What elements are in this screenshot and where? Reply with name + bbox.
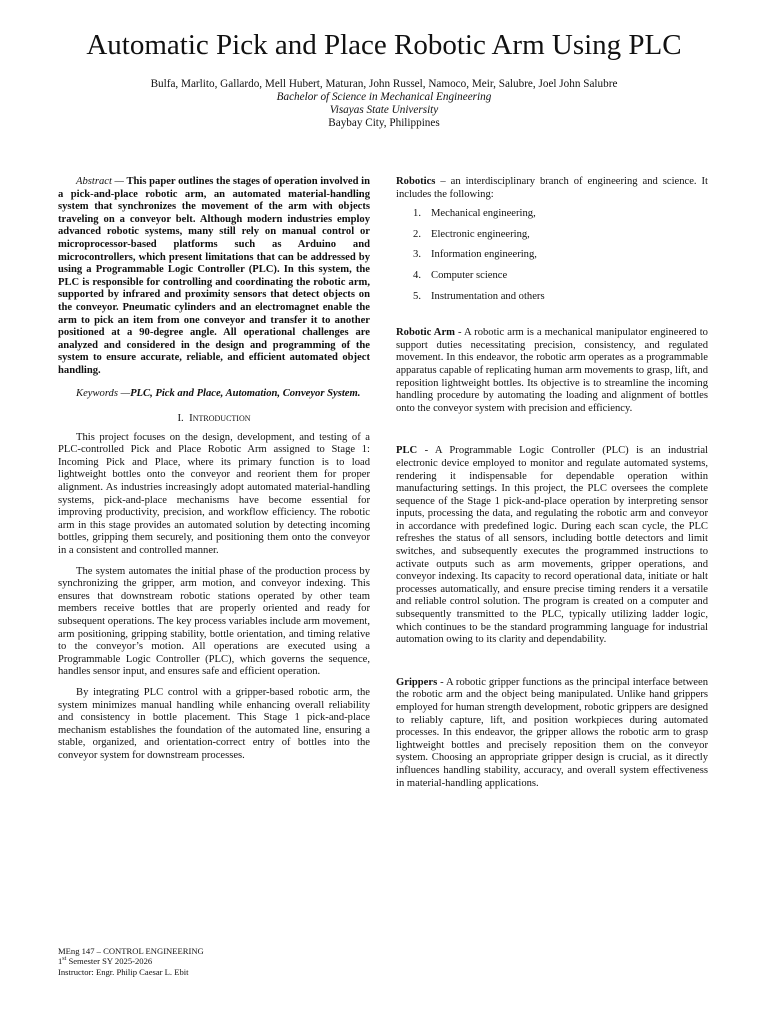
robotic-arm-term: Robotic Arm	[396, 327, 455, 339]
robotic-arm-text: - A robotic arm is a mechanical manipulator engineered to support duties necessitating precision, consistency, and regulated movement. In this endeavor, the robotic arm operates as a programmable apparatus capable of replicating human arm movements to grasp, lift, and reposition lightweight bottles. Its objective is to streamline the incoming handling procedure by automating the loading and alignment of bottles onto the conveyor system with precision and efficiency.	[396, 327, 708, 414]
list-item	[396, 291, 708, 304]
intro-paragraph-3: By integrating PLC control with a gripper-based robotic arm, the system minimizes manual handling while enhancing overall reliability and consistency in bottle placement. This Stage 1 pick-and-place mechanism establishes the foundation of the automated line, ensuring a stable, organized, and orientation-correct entry of bottles into the conveyor system for downstream processes.	[58, 686, 370, 761]
list-number: 4.	[413, 269, 421, 281]
robotic-arm-definition	[396, 327, 708, 415]
plc-text: - A Programmable Logic Controller (PLC) is an industrial electronic device employed to monitor and regulate automated systems, rendering it indispensable for dependable operation within manufacturing settings. In this project, the PLC oversees the complete sequence of the Stage 1 pick-and-place operation by interpreting sensor inputs, processing the data, and regulating the robotic arm and conveyor in accordance with predefined logic. During each scan cycle, the PLC refreshes the status of all sensors, including bottle detectors and limit switches, and subsequently executes the programmed instructions to activate outputs such as arm movements, gripper operations, and conveyor indexing. Its capacity to record operational data, initiate or halt processes automatically, and ensure precise timing renders it a versatile and reliable control solution. The program is created on a computer and subsequently transmitted to the PLC, typically utilizing ladder logic, which continues to be the standard programming language for industrial automation owing to its clarity and dependability.	[396, 445, 708, 646]
left-column	[58, 176, 370, 763]
plc-definition	[396, 445, 708, 647]
robotics-definition	[396, 176, 708, 201]
list-number: 2.	[413, 228, 421, 240]
list-item	[396, 270, 708, 283]
list-number: 3.	[413, 249, 421, 261]
page-title: Automatic Pick and Place Robotic Arm Using PLC	[86, 29, 682, 61]
list-label: Instrumentation and others	[431, 290, 545, 302]
intro-paragraph-2: The system automates the initial phase of the production process by synchronizing the gripper, arm motion, and conveyor indexing. This ensures that downstream robotic stations operated by other team members receive bottles that are properly oriented and ready for subsequent operations. The key process variables include arm movement, arm positioning, gripping stability, bottle orientation, and timing relative to the conveyor’s motion. All operations are executed using a Programmable Logic Controller (PLC), which governs the sequence, handles sensor input, and ensures safe and efficient operation.	[58, 565, 370, 678]
semester-text: Semester SY 2025-2026	[66, 956, 153, 967]
location: Baybay City, Philippines	[328, 117, 440, 129]
keywords	[58, 388, 370, 401]
list-item	[396, 208, 708, 221]
keywords-lead: Keywords —	[76, 387, 131, 399]
list-item	[396, 229, 708, 242]
grippers-definition	[396, 677, 708, 790]
instructor: Instructor: Engr. Philip Caesar L. Ebit	[58, 966, 189, 977]
abstract	[58, 176, 370, 378]
intro-paragraph-1: This project focuses on the design, development, and testing of a PLC-controlled Pick and Place Robotic Arm assigned to Stage 1: Incoming Pick and Place, where its primary function is to load lightweight bottles onto the conveyor and reorient them for proper alignment. As industries increasingly adopt automated material-handling systems, pick-and-place mechanisms have become essential for improving productivity, precision, and workflow efficiency. The robotic arm in this stage provides an automated solution by detecting incoming bottles, gripping them securely, and positioning them onto the conveyor in a consistent and controlled manner.	[58, 431, 370, 557]
list-number: 5.	[413, 290, 421, 302]
list-item	[396, 249, 708, 262]
university-name: Visayas State University	[329, 104, 439, 116]
author-block	[0, 78, 768, 130]
list-label: Electronic engineering,	[431, 228, 530, 240]
abstract-lead: Abstract —	[76, 176, 124, 187]
degree-program: Bachelor of Science in Mechanical Engineering	[276, 91, 492, 103]
section-title: Introduction	[189, 412, 251, 425]
semester	[58, 956, 204, 966]
course-name: MEng 147 – CONTROL ENGINEERING	[58, 946, 204, 956]
robotics-text: – an interdisciplinary branch of engineering and science. It includes the following:	[396, 176, 708, 200]
semester-number: 1	[58, 956, 63, 967]
plc-term: PLC	[396, 445, 418, 457]
right-column	[396, 176, 708, 790]
keywords-text: PLC, Pick and Place, Automation, Conveyor System.	[130, 387, 361, 399]
grippers-text: - A robotic gripper functions as the principal interface between the robotic arm and the object being manipulated. Unlike hand grippers employed for human strength development, robotic grippers are designed to reliably capture, lift, and position workpieces during automated processes. In this endeavor, the gripper allows the robotic arm to grasp lightweight bottles and precisely reposition them on the conveyor system. Choosing an appropriate gripper design is crucial, as it directly influences handling stability, accuracy, and overall system effectiveness in material-handling applications.	[396, 676, 708, 789]
robotics-list	[396, 208, 708, 303]
grippers-term: Grippers	[396, 676, 438, 688]
section-heading-introduction	[58, 412, 370, 425]
abstract-text: This paper outlines the stages of operation involved in a pick-and-place robotic arm, an automated material-handling system that synchronizes the movement of the arm with objects traveling on a conveyor belt. Although modern industries employ advanced robotic systems, many still rely on manual control or microprocessor-based platforms such as Arduino and microcontrollers, which present limitations that can be addressed by using a Programmable Logic Controller (PLC). In this system, the PLC is responsible for controlling and coordinating the robotic arm, supported by infrared and proximity sensors that detect objects on the conveyor. Pneumatic cylinders and an electromagnet enable the arm to pick an item from one conveyor and transfer it to another positioned at a 90-degree angle. All operational challenges are analyzed and considered in the design and programming of the system to ensure accurate, reliable, and efficient automated object handling.	[58, 176, 370, 376]
page-footer	[58, 946, 204, 977]
author-names: Bulfa, Marlito, Gallardo, Mell Hubert, Maturan, John Russel, Namoco, Meir, Salubre, Joel John Salubre	[150, 78, 618, 90]
list-label: Mechanical engineering,	[431, 208, 536, 220]
section-numeral: I.	[177, 412, 184, 425]
semester-ordinal: st	[62, 956, 67, 963]
list-label: Computer science	[431, 269, 508, 281]
list-label: Information engineering,	[431, 249, 537, 261]
list-number: 1.	[413, 208, 421, 220]
robotics-term: Robotics	[396, 176, 436, 187]
